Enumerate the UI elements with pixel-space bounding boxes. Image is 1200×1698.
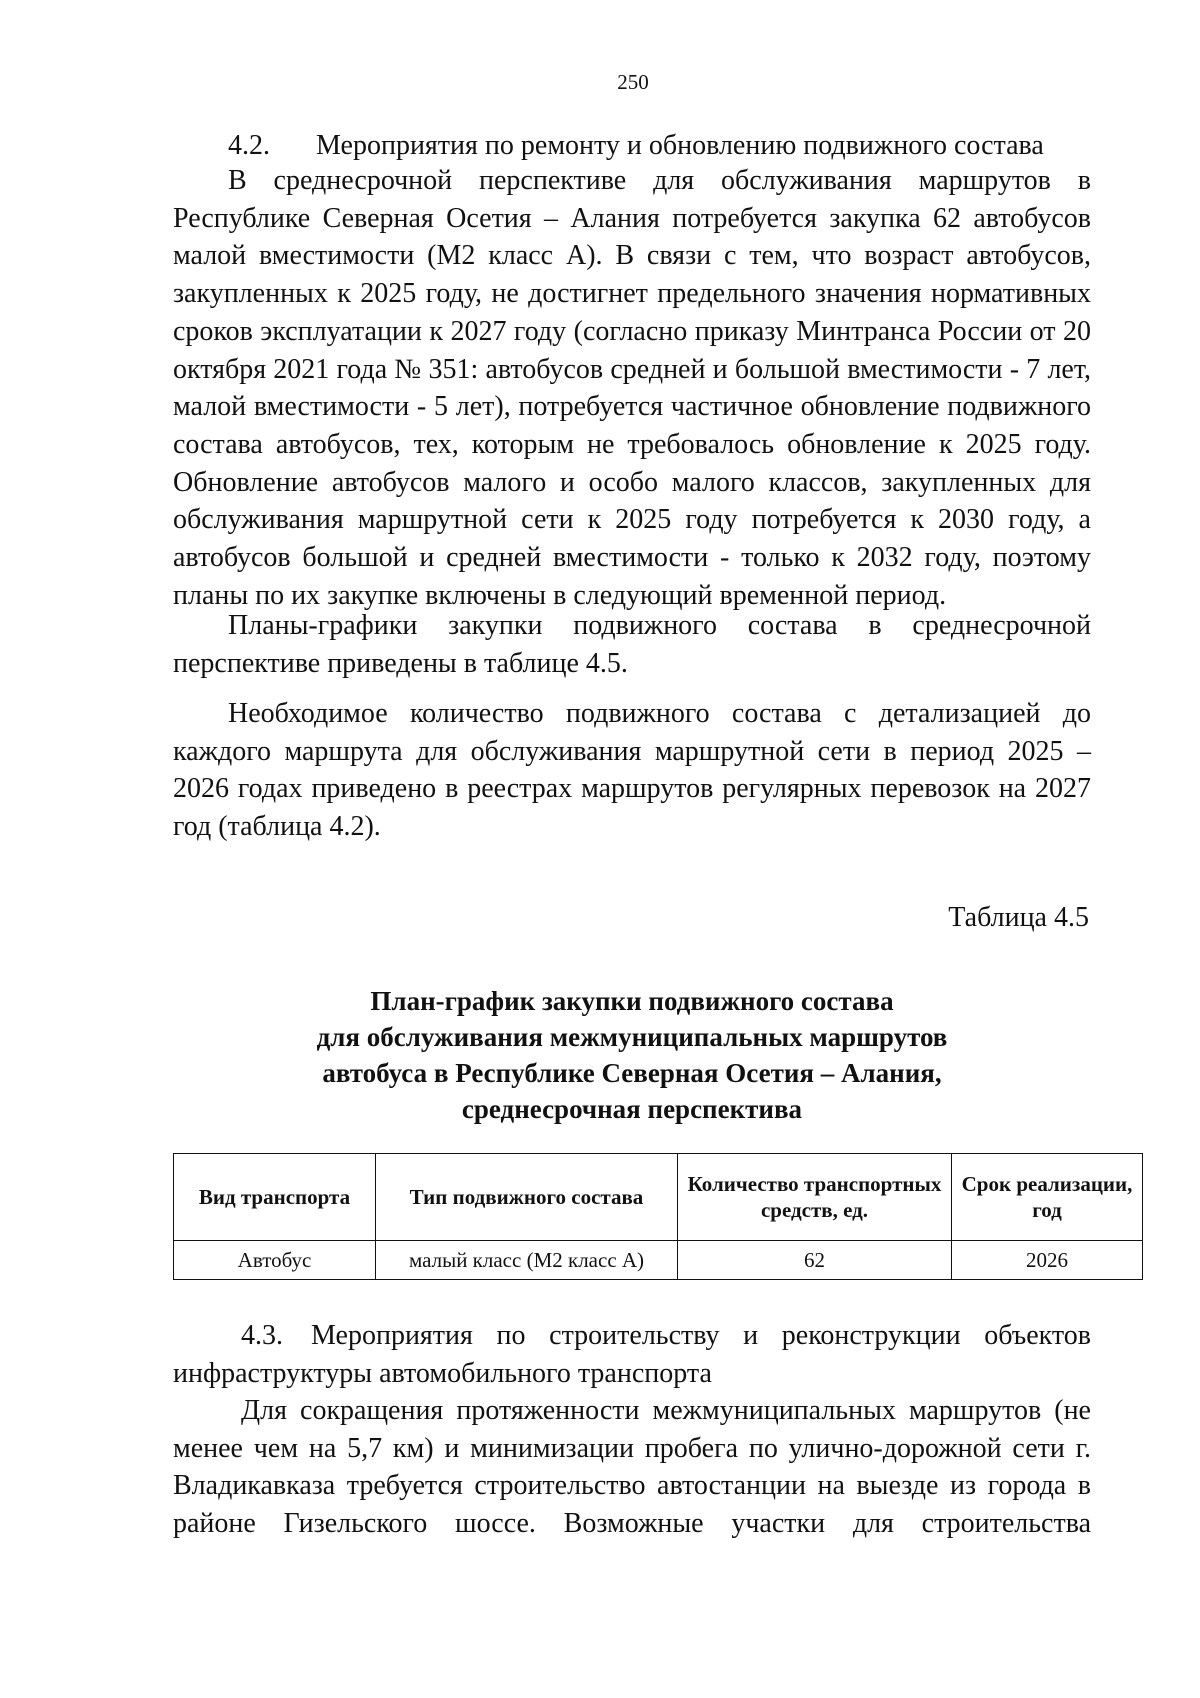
paragraph: Планы-графики закупки подвижного состава в среднесрочной перспективе приведены в таблице 4.5. — [173, 610, 1091, 679]
paragraph: В среднесрочной перспективе для обслуживания маршрутов в Республике Северная Осетия – Алания потребуется закупка 62 автобусов малой вместимости (М2 класс А). В связи с тем, что возраст автобусов, закупленных к 2025 году, не достигнет предельного значения нормативных сроков эксплуатации к 2027 году (согласно приказу Минтранса России от 20 октября 2021 года № 351: автобусов средней и большой вместимости - 7 лет, малой вместимости - 5 лет), потребуется частичное обновление подвижного состава автобусов, тех, которым не требовалось обновление к 2025 году. Обновление автобусов малого и особо малого классов, закупленных для обслуживания маршрутной сети к 2025 году потребуется к 2030 году, а автобусов большой и средней вместимости - только к 2032 году, поэтому планы по их закупке включены в следующий временной период. — [173, 165, 1091, 611]
table-title-line: автобуса в Республике Северная Осетия – Алания, — [322, 1058, 942, 1088]
cell-rolling-stock-type: малый класс (М2 класс А) — [376, 1241, 678, 1280]
table-header-row — [174, 1154, 1143, 1241]
table-title-line: План-график закупки подвижного состава — [370, 986, 894, 1016]
table-caption: Таблица 4.5 — [948, 902, 1089, 933]
header-vehicle-count: Количество транспортных средств, ед. — [678, 1154, 952, 1241]
section-title: Мероприятия по строительству и реконструкции объектов инфраструктуры автомобильного транспорта — [173, 1320, 1091, 1389]
section-4-3-heading — [173, 1317, 1091, 1392]
section-number: 4.2. — [228, 130, 270, 161]
table-title-line: среднесрочная перспектива — [461, 1094, 803, 1124]
paragraph: Необходимое количество подвижного состава с детализацией до каждого маршрута для обслуживания маршрутной сети в период 2025 – 2026 годах приведено в реестрах маршрутов регулярных перевозок на 2027 год (таблица 4.2). — [173, 698, 1091, 843]
header-transport-type: Вид транспорта — [174, 1154, 376, 1241]
cell-transport-type: Автобус — [174, 1241, 376, 1280]
page-number: 250 — [617, 70, 649, 94]
procurement-table — [173, 1153, 1143, 1280]
paragraph: Для сокращения протяженности межмуниципальных маршрутов (не менее чем на 5,7 км) и минимизации пробега по улично-дорожной сети г. Владикавказа требуется строительство автостанции на выезде из города в районе Гизельского шоссе. Возможные участки для строительства — [173, 1395, 1091, 1540]
cell-vehicle-count: 62 — [678, 1241, 952, 1280]
section-number: 4.3. — [241, 1320, 283, 1351]
table-title — [173, 983, 1091, 1127]
table-row — [174, 1241, 1143, 1280]
section-4-2-heading — [228, 127, 1044, 165]
section-title: Мероприятия по ремонту и обновлению подвижного состава — [316, 130, 1044, 161]
header-implementation-year: Срок реализации, год — [952, 1154, 1143, 1241]
cell-implementation-year: 2026 — [952, 1241, 1143, 1280]
table-title-line: для обслуживания межмуниципальных маршрутов — [316, 1022, 948, 1052]
header-rolling-stock-type: Тип подвижного состава — [376, 1154, 678, 1241]
